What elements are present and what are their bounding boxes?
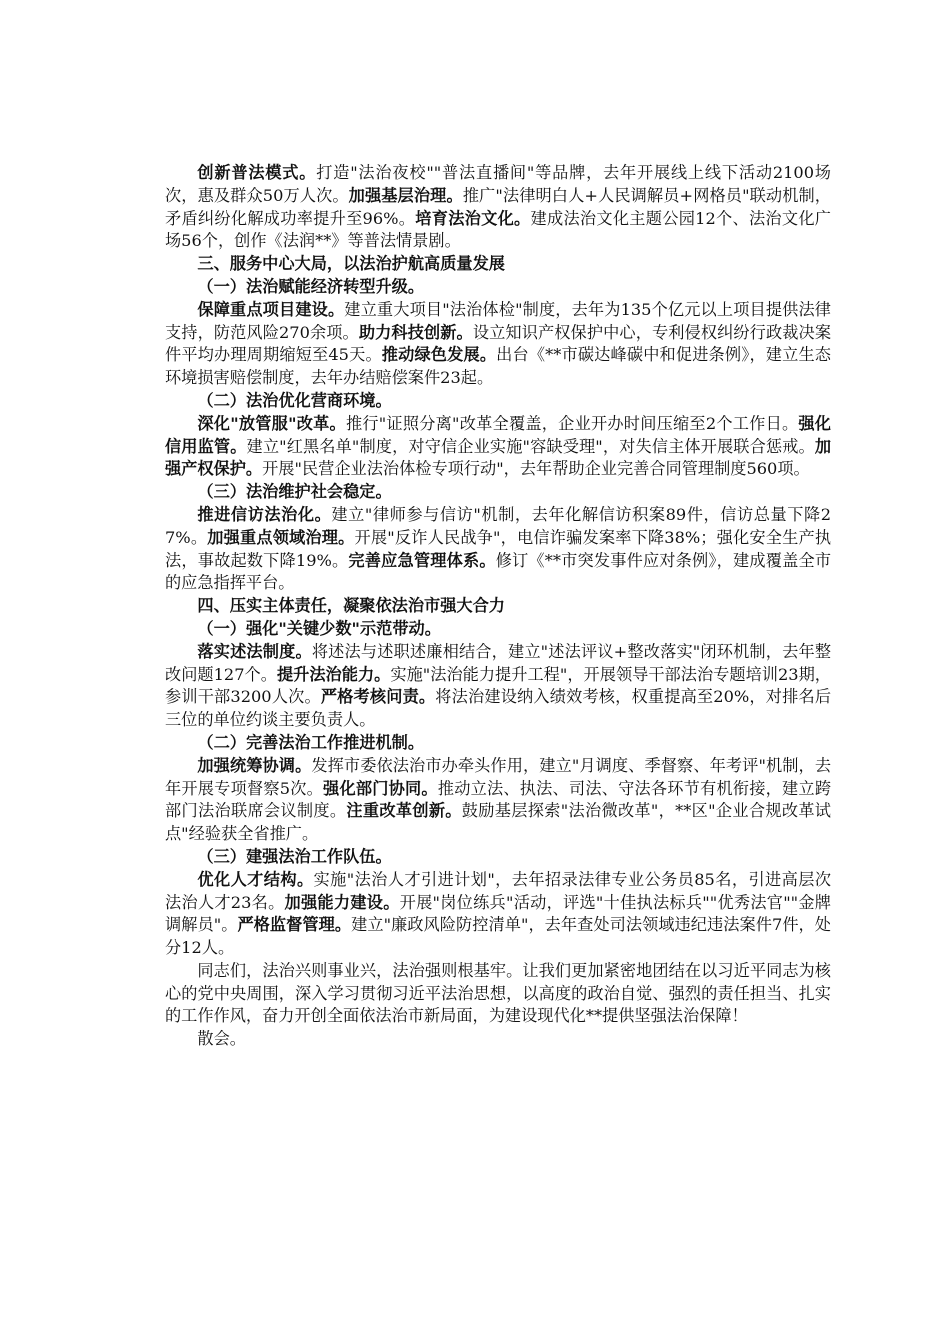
paragraph-social-stability (165, 504, 831, 595)
body-text: 开展"反诈人民战争"，电信诈骗发案率下降38%；强化安全生产执法，事故起数下降19%。 (165, 527, 832, 570)
lead-phrase: 注重改革创新。 (346, 801, 462, 821)
lead-phrase: 助力科技创新。 (358, 322, 473, 342)
subsection-heading-4-2: （二）完善法治工作推进机制。 (197, 732, 425, 752)
paragraph-adjourn (165, 1028, 831, 1051)
lead-phrase: 加强统筹协调。 (197, 755, 312, 775)
paragraph-business-environment (165, 413, 831, 481)
lead-phrase: 优化人才结构。 (197, 869, 314, 889)
body-text: 推广"法律明白人+人民调解员+网格员"联动机制，矛盾纠纷化解成功率提升至96%。 (165, 185, 831, 228)
body-text: 设立知识产权保护中心，专利侵权纠纷行政裁决案件平均办理周期缩短至45天。 (165, 322, 832, 365)
lead-phrase: 加强能力建设。 (284, 892, 400, 912)
lead-phrase: 严格考核问责。 (320, 687, 436, 707)
body-text: 建成法治文化主题公园12个、法治文化广场56个，创作《法润**》等普法情景剧。 (165, 208, 831, 251)
subsection-heading-4-1: （一）强化"关键少数"示范带动。 (197, 618, 441, 638)
lead-phrase: 加强基层治理。 (348, 185, 463, 205)
body-text: 散会。 (197, 1029, 246, 1049)
body-text: 打造"法治夜校""普法直播间"等品牌，去年开展线上线下活动2100场次，惠及群众50万人次。 (165, 163, 831, 205)
paragraph-key-minority (165, 641, 831, 732)
lead-phrase: 加强产权保护。 (165, 436, 832, 479)
body-text: 将述法与述职述廉相结合，建立"述法评议+整改落实"闭环机制，去年整改问题127个。 (165, 641, 832, 684)
lead-phrase: 强化部门协同。 (323, 778, 438, 798)
body-text: 将法治建设纳入绩效考核，权重提高至20%，对排名后三位的单位约谈主要负责人。 (165, 687, 832, 730)
paragraph-work-mechanism (165, 755, 831, 846)
body-text: 发挥市委依法治市办牵头作用，建立"月调度、季督察、年考评"机制，去年开展专项督察5次。 (165, 755, 832, 798)
lead-phrase: 严格监督管理。 (237, 915, 352, 935)
lead-phrase: 完善应急管理体系。 (348, 550, 496, 570)
subsection-heading-3-1: （一）法治赋能经济转型升级。 (197, 276, 425, 296)
body-text: 建立"廉政风险防控清单"，去年查处司法领域违纪违法案件7件，处分12人。 (165, 915, 831, 958)
section-heading-4: 四、压实主体责任，凝聚依法治市强大合力 (197, 596, 505, 616)
lead-phrase: 推动绿色发展。 (381, 345, 497, 365)
lead-phrase: 保障重点项目建设。 (197, 299, 345, 319)
subsection-heading-3-2: （二）法治优化营商环境。 (197, 390, 392, 410)
lead-phrase: 培育法治文化。 (415, 208, 531, 228)
paragraph-work-team (165, 869, 831, 960)
section-heading-3: 三、服务中心大局，以法治护航高质量发展 (197, 254, 505, 274)
lead-phrase: 落实述法制度。 (197, 641, 312, 661)
body-text: 实施"法治人才引进计划"，去年招录法律专业公务员85名，引进高层次法治人才23名。 (165, 869, 832, 912)
lead-phrase: 提升法治能力。 (276, 664, 391, 684)
body-text: 推行"证照分离"改革全覆盖，企业开办时间压缩至2个工作日。 (345, 413, 799, 433)
paragraph-economy (165, 299, 831, 390)
body-text: 建立"律师参与信访"机制，去年化解信访积案89件，信访总量下降27%。 (165, 504, 831, 547)
paragraph-closing-remarks (165, 960, 831, 1028)
body-text: 同志们，法治兴则事业兴，法治强则根基牢。让我们更加紧密地团结在以习近平同志为核心的党中央周围，深入学习贯彻习近平法治思想，以高度的政治自觉、强烈的责任担当、扎实的工作作风，奋力开创全面依法治市新局面，为建设现代化**提供坚强法治保障！ (165, 960, 831, 1026)
lead-phrase: 加强重点领域治理。 (207, 527, 355, 547)
subsection-heading-3-3: （三）法治维护社会稳定。 (197, 482, 392, 502)
body-text: 推动立法、执法、司法、守法各环节有机衔接，建立跨部门法治联席会议制度。 (165, 778, 832, 821)
lead-phrase: 强化信用监管。 (165, 413, 831, 456)
lead-phrase: 深化"放管服"改革。 (197, 413, 346, 433)
body-text: 鼓励基层探索"法治微改革"，**区"企业合规改革试点"经验获全省推广。 (165, 801, 831, 844)
paragraph-legal-education (165, 162, 831, 253)
subsection-heading-4-3: （三）建强法治工作队伍。 (197, 846, 392, 866)
body-text: 建立重大项目"法治体检"制度，去年为135个亿元以上项目提供法律支持，防范风险270余项。 (165, 299, 831, 342)
body-text: 开展"民营企业法治体检专项行动"，去年帮助企业完善合同管理制度560项。 (262, 459, 810, 479)
body-text: 出台《**市碳达峰碳中和促进条例》，建立生态环境损害赔偿制度，去年办结赔偿案件23起。 (165, 345, 831, 388)
body-text: 修订《**市突发事件应对条例》，建成覆盖全市的应急指挥平台。 (165, 550, 832, 593)
lead-phrase: 推进信访法治化。 (197, 504, 332, 524)
body-text: 实施"法治能力提升工程"，开展领导干部法治专题培训23期，参训干部3200人次。 (165, 664, 831, 707)
document-body (165, 162, 831, 1051)
body-text: 建立"红黑名单"制度，对守信企业实施"容缺受理"，对失信主体开展联合惩戒。 (246, 436, 815, 456)
body-text: 开展"岗位练兵"活动，评选"十佳执法标兵""优秀法官""金牌调解员"。 (165, 892, 831, 935)
lead-phrase: 创新普法模式。 (197, 163, 317, 182)
